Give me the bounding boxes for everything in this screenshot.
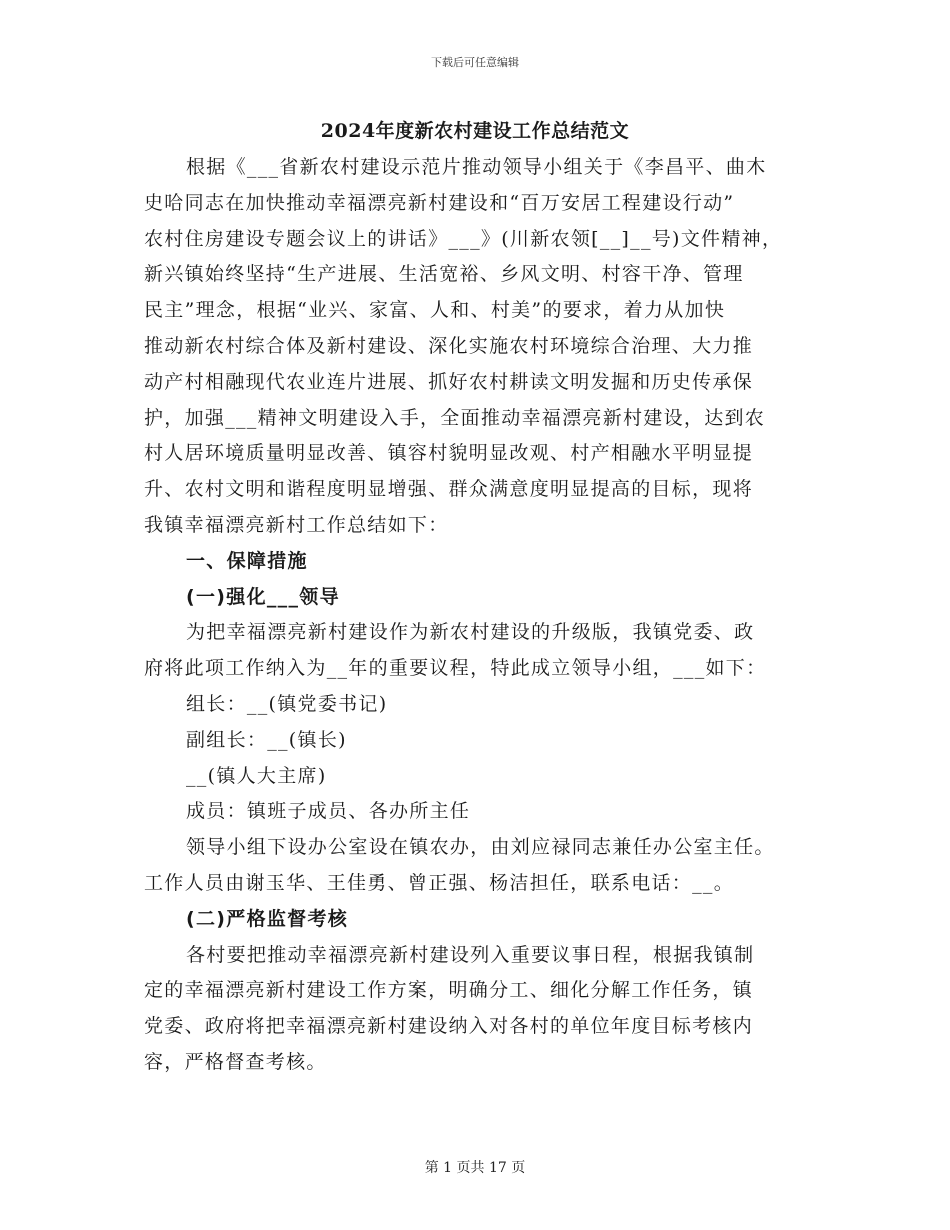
paragraph-line: 成员：镇班子成员、各办所主任 (186, 800, 471, 823)
document-title: 2024年度新农村建设工作总结范文 (320, 120, 630, 142)
paragraph-line: 升、农村文明和谐程度明显增强、群众满意度明显提高的目标，现将 (144, 478, 754, 501)
paragraph-line: 动产村相融现代农业连片进展、抓好农村耕读文明发掘和历史传承保 (144, 370, 754, 393)
paragraph-line: 为把幸福漂亮新村建设作为新农村建设的升级版，我镇党委、政 (186, 621, 755, 644)
section-heading: (二)严格监督考核 (186, 907, 349, 930)
paragraph-line: 民主”理念，根据“业兴、家富、人和、村美”的要求，着力从加快 (144, 299, 726, 322)
paragraph-line: 各村要把推动幸福漂亮新村建设列入重要议事日程，根据我镇制 (186, 943, 755, 966)
paragraph-line: 府将此项工作纳入为__年的重要议程，特此成立领导小组，___如下： (144, 657, 767, 680)
paragraph-line: 农村住房建设专题会议上的讲话》___》(川新农领[__]__号)文件精神， (144, 227, 783, 250)
paragraph-line: 领导小组下设办公室设在镇农办，由刘应禄同志兼任办公室主任。 (186, 836, 775, 859)
page-header-note: 下载后可任意编辑 (431, 56, 519, 69)
section-heading: (一)强化___领导 (186, 585, 340, 608)
paragraph-line: 史哈同志在加快推动幸福漂亮新村建设和“百万安居工程建设行动” (144, 191, 735, 214)
paragraph-line: 组长：__(镇党委书记) (186, 692, 388, 715)
paragraph-line: 村人居环境质量明显改善、镇容村貌明显改观、村产相融水平明显提 (144, 442, 754, 465)
paragraph-line: 我镇幸福漂亮新村工作总结如下： (144, 513, 449, 536)
document-body (144, 150, 808, 1081)
paragraph-line: 推动新农村综合体及新村建设、深化实施农村环境综合治理、大力推 (144, 334, 754, 357)
paragraph-line: 定的幸福漂亮新村建设工作方案，明确分工、细化分解工作任务，镇 (144, 979, 754, 1002)
paragraph-line: 党委、政府将把幸福漂亮新村建设纳入对各村的单位年度目标考核内 (144, 1015, 754, 1038)
paragraph-line: 副组长：__(镇长) (186, 728, 347, 751)
paragraph-line: 容，严格督查考核。 (144, 1050, 327, 1073)
paragraph-line: 新兴镇始终坚持“生产进展、生活宽裕、乡风文明、村容干净、管理 (144, 263, 744, 286)
section-heading: 一、保障措施 (186, 549, 308, 572)
paragraph-line: __(镇人大主席) (186, 764, 327, 787)
paragraph-line: 工作人员由谢玉华、王佳勇、曾正强、杨洁担任，联系电话：__。 (144, 871, 735, 894)
paragraph-line: 根据《___省新农村建设示范片推动领导小组关于《李昌平、曲木 (186, 156, 767, 178)
paragraph-line: 护，加强___精神文明建设入手，全面推动幸福漂亮新村建设，达到农 (144, 406, 766, 429)
page-footer-number: 第 1 页共 17 页 (424, 1160, 526, 1176)
